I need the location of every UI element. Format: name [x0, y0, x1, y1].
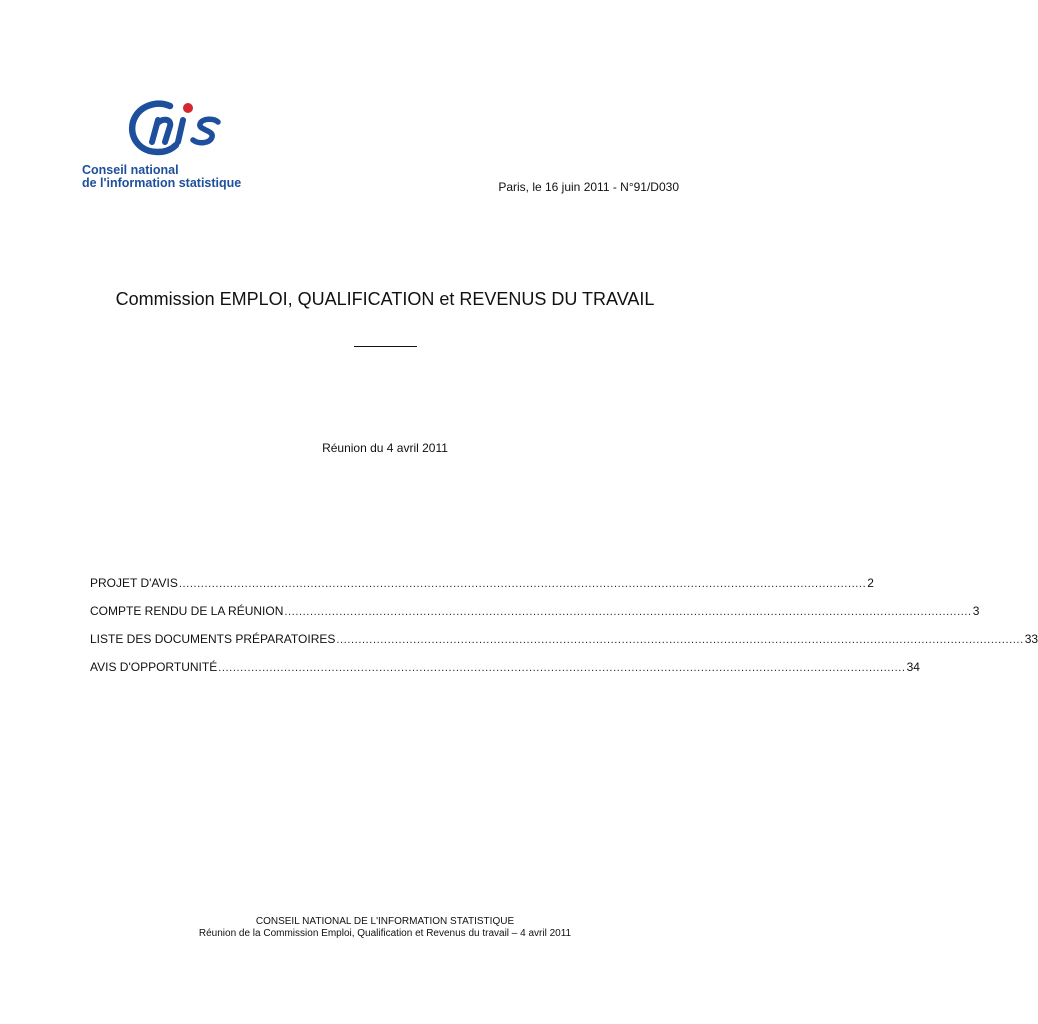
- title-underline: [354, 346, 417, 347]
- toc-entry-label: AVIS D'OPPORTUNITÉ: [90, 660, 218, 674]
- cnis-logo: [80, 98, 280, 194]
- toc-entry-projet-avis[interactable]: [90, 576, 874, 604]
- toc-entry-label: LISTE DES DOCUMENTS PRÉPARATOIRES: [90, 632, 336, 646]
- toc-entry-page: 3: [972, 604, 980, 618]
- toc-entry-page: 34: [906, 660, 920, 674]
- toc-entry-label: COMPTE RENDU DE LA RÉUNION: [90, 604, 284, 618]
- toc-leader-dots: ............................................................................................................................................................................................: [284, 606, 972, 618]
- toc-entry-compte-rendu[interactable]: [90, 604, 980, 632]
- toc-leader-dots: ............................................................................................................................................................................................: [336, 634, 1024, 646]
- toc-entry-avis-opportunite[interactable]: [90, 660, 920, 688]
- toc-leader-dots: ............................................................................................................................................................................................: [178, 578, 867, 590]
- footer-line-1: CONSEIL NATIONAL DE L'INFORMATION STATISTIQUE: [255, 916, 515, 927]
- page-title: Commission EMPLOI, QUALIFICATION et REVENUS DU TRAVAIL: [115, 289, 655, 309]
- toc-entry-liste-documents[interactable]: [90, 632, 1038, 660]
- toc-entry-page: 33: [1024, 632, 1038, 646]
- toc-leader-dots: ............................................................................................................................................................................................: [218, 662, 906, 674]
- logo-line-1: Conseil national: [82, 163, 179, 177]
- cnis-logo-mark: [128, 98, 238, 160]
- toc-entry-page: 2: [867, 576, 874, 590]
- footer-line-2: Réunion de la Commission Emploi, Qualification et Revenus du travail – 4 avril 2011: [198, 928, 572, 939]
- logo-line-2: de l'information statistique: [82, 176, 242, 190]
- date-reference: Paris, le 16 juin 2011 - N°91/D030: [498, 180, 679, 194]
- logo-wordmark: [82, 164, 241, 190]
- toc-entry-label: PROJET D'AVIS: [90, 576, 178, 590]
- meeting-date: Réunion du 4 avril 2011: [322, 441, 448, 455]
- table-of-contents: [90, 576, 1038, 688]
- page-footer: [0, 916, 770, 940]
